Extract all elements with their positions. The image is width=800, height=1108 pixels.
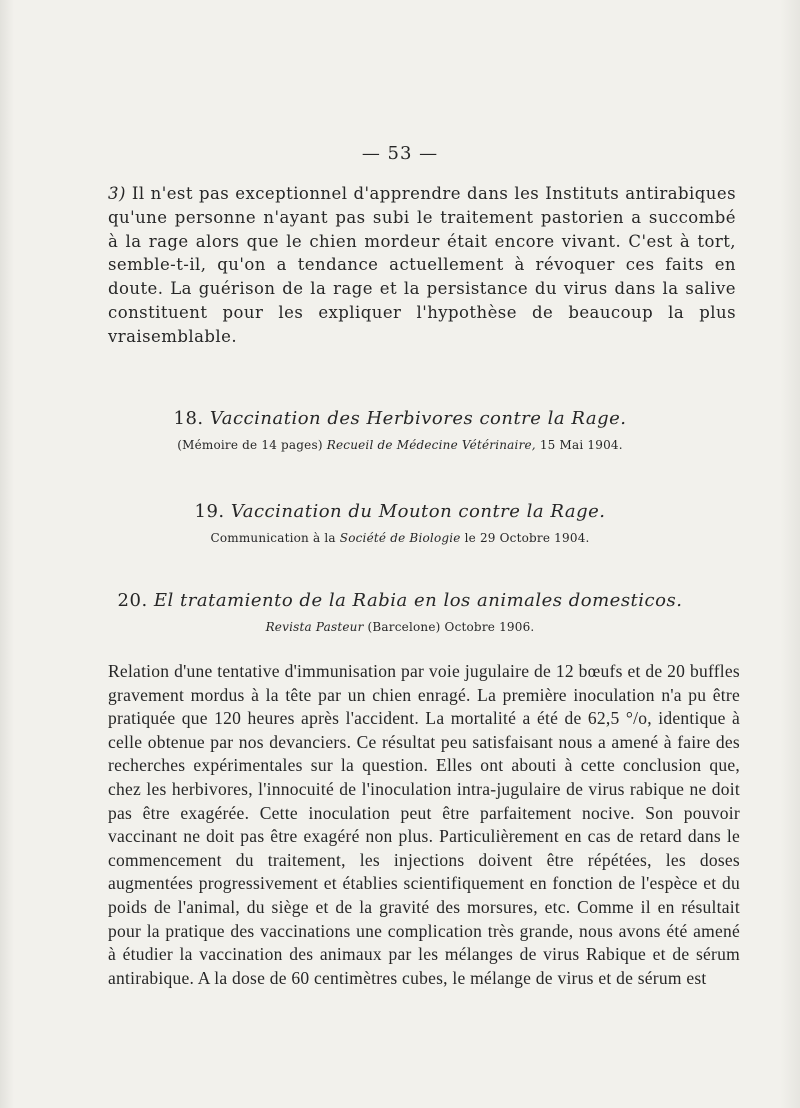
entry-title [0, 408, 800, 429]
paragraph-rage-persistence [108, 182, 736, 349]
entry-title-text: Vaccination du Mouton contre la Rage. [230, 501, 606, 522]
entry-title-text: El tratamiento de la Rabia en los animales domesticos. [153, 590, 683, 611]
entry-title [0, 501, 800, 522]
entry-citation [0, 620, 800, 634]
citation-date: le 29 Octobre 1904. [460, 531, 590, 545]
entry-19 [0, 501, 800, 545]
entry-number: 19. [194, 501, 225, 522]
citation-date: (Barcelone) Octobre 1906. [363, 620, 535, 634]
entry-number: 18. [173, 408, 204, 429]
entry-citation [0, 438, 800, 452]
paragraph-number: 3) [108, 184, 126, 203]
entry-title-text: Vaccination des Herbivores contre la Rage. [209, 408, 627, 429]
entry-citation [0, 531, 800, 545]
citation-journal: Société de Biologie [339, 531, 461, 545]
citation-journal: Revista Pasteur [265, 620, 364, 634]
entry-number: 20. [117, 590, 148, 611]
entry-title [0, 590, 800, 611]
paragraph-immunisation: Relation d'une tentative d'immunisation par voie jugulaire de 12 bœufs et de 20 buffles gravement mordus à la tête par un chien enragé. La première inoculation n'a pu être pratiquée que 120 heures après l'accident. La mortalité a été de 62,5 °/o, identique à celle obtenue par nos devanciers. Ce résultat peu satisfaisant nous a amené à faire des recherches expérimentales sur la question. Elles ont abouti à cette conclusion que, chez les herbivores, l'innocuité de l'inoculation intra-jugulaire de virus rabique ne doit pas être exagérée. Cette inoculation peut être parfaitement nocive. Son pouvoir vaccinant ne doit pas être exagéré non plus. Particulièrement en cas de retard dans le commencement du traitement, les injections doivent être répétées, les doses augmentées progressivement et établies scientifiquement en fonction de l'espèce et du poids de l'animal, du siège et de la gravité des morsures, etc. Comme il en résultait pour la pratique des vaccinations une complication très grande, nous avons été amené à étudier la vaccination des animaux par les mélanges de virus Rabique et de sérum antirabique. A la dose de 60 centimètres cubes, le mélange de virus et de sérum est [108, 661, 740, 988]
citation-prefix: Communication à la [210, 531, 340, 545]
entry-18 [0, 408, 800, 452]
page-number: — 53 — [361, 143, 439, 164]
paragraph-text: Il n'est pas exceptionnel d'apprendre dans les Instituts antirabiques qu'une personne n'ayant pas subi le traitement pastorien a succombé à la rage alors que le chien mordeur était encore vivant. C'est à tort, semble-t-il, qu'on a tendance actuellement à révoquer ces faits en doute. La guérison de la rage et la persistance du virus dans la salive constituent pour les expliquer l'hypothèse de beaucoup la plus vraisemblable. [108, 184, 736, 346]
entry-20 [0, 590, 800, 634]
citation-prefix: (Mémoire de 14 pages) [177, 438, 327, 452]
citation-date: 15 Mai 1904. [535, 438, 623, 452]
citation-journal: Recueil de Médecine Vétérinaire, [326, 438, 536, 452]
